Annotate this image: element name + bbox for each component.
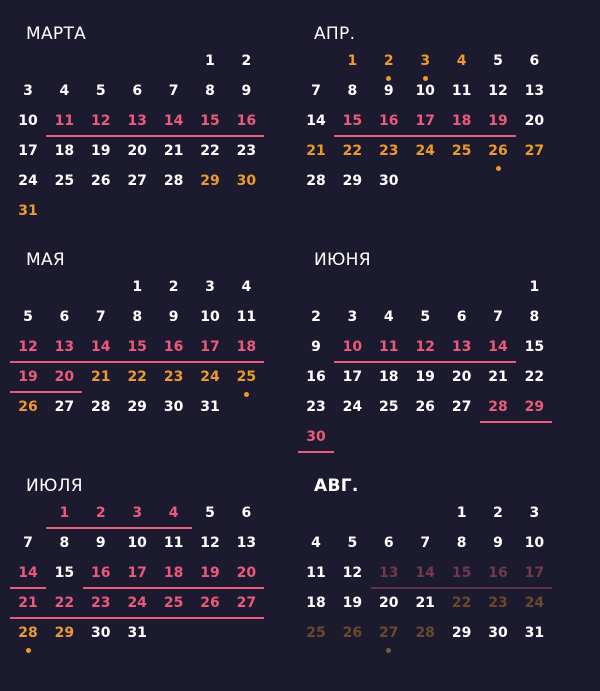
range-underline	[10, 361, 264, 363]
day-9[interactable]: 9	[168, 309, 179, 325]
day-11[interactable]: 11	[379, 339, 399, 355]
day-30[interactable]: 30	[91, 625, 111, 641]
day-21[interactable]: 21	[91, 369, 111, 385]
day-16[interactable]: 16	[488, 565, 508, 581]
day-28[interactable]: 28	[488, 399, 508, 415]
day-12[interactable]: 12	[200, 535, 220, 551]
day-27[interactable]: 27	[54, 399, 75, 415]
day-7[interactable]: 7	[493, 309, 503, 325]
day-7[interactable]: 7	[311, 83, 321, 99]
day-16[interactable]: 16	[236, 113, 257, 129]
day-11[interactable]: 11	[306, 565, 326, 581]
day-18[interactable]: 18	[54, 143, 75, 159]
day-5[interactable]: 5	[23, 309, 33, 325]
day-19[interactable]: 19	[18, 369, 38, 385]
day-14[interactable]: 14	[163, 113, 184, 129]
day-9[interactable]: 9	[383, 83, 394, 99]
day-24[interactable]: 24	[127, 595, 147, 611]
day-14[interactable]: 14	[488, 339, 508, 355]
day-18[interactable]: 18	[306, 595, 326, 611]
day-13[interactable]: 13	[524, 83, 545, 99]
day-15[interactable]: 15	[127, 339, 147, 355]
range-underline	[334, 135, 516, 137]
day-25[interactable]: 25	[451, 143, 472, 159]
day-13[interactable]: 13	[379, 565, 399, 581]
day-19[interactable]: 19	[200, 565, 220, 581]
day-9[interactable]: 9	[241, 83, 252, 99]
marker-dot	[386, 648, 391, 653]
day-29[interactable]: 29	[524, 399, 545, 415]
day-29[interactable]: 29	[451, 625, 472, 641]
day-20[interactable]: 20	[54, 369, 75, 385]
day-24[interactable]: 24	[18, 173, 38, 189]
day-5[interactable]: 5	[420, 309, 431, 325]
day-15[interactable]: 15	[200, 113, 220, 129]
range-underline	[83, 587, 265, 589]
day-23[interactable]: 23	[236, 143, 257, 159]
day-31[interactable]: 31	[18, 203, 38, 219]
day-3[interactable]: 3	[529, 505, 540, 521]
day-28[interactable]: 28	[415, 625, 435, 641]
day-8[interactable]: 8	[529, 309, 540, 325]
day-21[interactable]: 21	[415, 595, 435, 611]
day-1[interactable]: 1	[205, 53, 215, 69]
day-grid	[18, 476, 296, 691]
day-13[interactable]: 13	[54, 339, 75, 355]
day-25[interactable]: 25	[379, 399, 399, 415]
day-20[interactable]: 20	[379, 595, 399, 611]
day-2[interactable]: 2	[493, 505, 503, 521]
month-title: АПР.	[314, 24, 356, 44]
day-11[interactable]: 11	[163, 535, 184, 551]
day-5[interactable]: 5	[493, 53, 503, 69]
day-20[interactable]: 20	[524, 113, 545, 129]
day-26[interactable]: 26	[415, 399, 435, 415]
day-12[interactable]: 12	[415, 339, 435, 355]
day-2[interactable]: 2	[241, 53, 252, 69]
day-31[interactable]: 31	[200, 399, 220, 415]
day-6[interactable]: 6	[529, 53, 540, 69]
day-8[interactable]: 8	[205, 83, 215, 99]
month-title: ИЮЛЯ	[26, 476, 83, 496]
day-1[interactable]: 1	[456, 505, 467, 521]
day-5[interactable]: 5	[95, 83, 106, 99]
day-16[interactable]: 16	[379, 113, 399, 129]
day-24[interactable]: 24	[200, 369, 220, 385]
range-underline	[334, 361, 516, 363]
day-12[interactable]: 12	[488, 83, 508, 99]
day-1[interactable]: 1	[59, 505, 70, 521]
day-31[interactable]: 31	[127, 625, 147, 641]
day-17[interactable]: 17	[524, 565, 545, 581]
day-17[interactable]: 17	[415, 113, 435, 129]
day-26[interactable]: 26	[18, 399, 38, 415]
day-23[interactable]: 23	[91, 595, 111, 611]
day-24[interactable]: 24	[342, 399, 363, 415]
day-22[interactable]: 22	[127, 369, 147, 385]
range-underline	[480, 421, 552, 423]
day-27[interactable]: 27	[451, 399, 472, 415]
day-18[interactable]: 18	[379, 369, 399, 385]
day-21[interactable]: 21	[18, 595, 38, 611]
day-22[interactable]: 22	[200, 143, 220, 159]
day-3[interactable]: 3	[347, 309, 358, 325]
day-29[interactable]: 29	[200, 173, 220, 189]
day-12[interactable]: 12	[342, 565, 363, 581]
day-28[interactable]: 28	[163, 173, 184, 189]
day-28[interactable]: 28	[91, 399, 111, 415]
day-7[interactable]: 7	[168, 83, 179, 99]
day-14[interactable]: 14	[415, 565, 435, 581]
marker-dot	[26, 648, 31, 653]
day-4[interactable]: 4	[241, 279, 252, 295]
day-17[interactable]: 17	[342, 369, 363, 385]
day-20[interactable]: 20	[127, 143, 147, 159]
day-24[interactable]: 24	[415, 143, 435, 159]
day-26[interactable]: 26	[91, 173, 111, 189]
month-title: МАРТА	[26, 24, 87, 44]
day-3[interactable]: 3	[205, 279, 215, 295]
day-19[interactable]: 19	[415, 369, 435, 385]
day-13[interactable]: 13	[451, 339, 472, 355]
day-18[interactable]: 18	[236, 339, 257, 355]
day-29[interactable]: 29	[342, 173, 363, 189]
day-10[interactable]: 10	[200, 309, 220, 325]
day-4[interactable]: 4	[59, 83, 70, 99]
day-3[interactable]: 3	[23, 83, 33, 99]
range-underline	[298, 451, 334, 453]
month-may	[18, 250, 296, 465]
day-22[interactable]: 22	[451, 595, 472, 611]
day-20[interactable]: 20	[451, 369, 472, 385]
day-21[interactable]: 21	[163, 143, 184, 159]
month-july	[18, 476, 296, 691]
day-2[interactable]: 2	[95, 505, 106, 521]
month-title: ИЮНЯ	[314, 250, 371, 270]
range-underline	[10, 617, 264, 619]
day-12[interactable]: 12	[91, 113, 111, 129]
day-27[interactable]: 27	[127, 173, 147, 189]
day-16[interactable]: 16	[306, 369, 326, 385]
day-10[interactable]: 10	[127, 535, 147, 551]
day-15[interactable]: 15	[54, 565, 75, 581]
day-9[interactable]: 9	[493, 535, 503, 551]
day-4[interactable]: 4	[383, 309, 394, 325]
day-7[interactable]: 7	[23, 535, 33, 551]
day-6[interactable]: 6	[383, 535, 394, 551]
day-30[interactable]: 30	[163, 399, 184, 415]
day-1[interactable]: 1	[347, 53, 358, 69]
day-19[interactable]: 19	[91, 143, 111, 159]
range-underline	[46, 527, 191, 529]
day-5[interactable]: 5	[347, 535, 358, 551]
day-8[interactable]: 8	[347, 83, 358, 99]
day-29[interactable]: 29	[127, 399, 147, 415]
day-9[interactable]: 9	[311, 339, 321, 355]
day-8[interactable]: 8	[59, 535, 70, 551]
month-march	[18, 24, 296, 239]
range-underline	[371, 587, 553, 589]
day-14[interactable]: 14	[18, 565, 38, 581]
day-5[interactable]: 5	[205, 505, 215, 521]
day-28[interactable]: 28	[306, 173, 326, 189]
day-4[interactable]: 4	[168, 505, 179, 521]
day-grid	[306, 24, 584, 239]
day-11[interactable]: 11	[236, 309, 257, 325]
day-1[interactable]: 1	[529, 279, 540, 295]
month-title: АВГ.	[314, 476, 359, 496]
day-16[interactable]: 16	[91, 565, 111, 581]
day-23[interactable]: 23	[488, 595, 508, 611]
day-30[interactable]: 30	[379, 173, 399, 189]
day-29[interactable]: 29	[54, 625, 75, 641]
day-26[interactable]: 26	[488, 143, 508, 159]
day-8[interactable]: 8	[132, 309, 143, 325]
day-17[interactable]: 17	[200, 339, 220, 355]
day-27[interactable]: 27	[524, 143, 545, 159]
day-30[interactable]: 30	[236, 173, 257, 189]
day-9[interactable]: 9	[95, 535, 106, 551]
day-25[interactable]: 25	[236, 369, 257, 385]
day-6[interactable]: 6	[456, 309, 467, 325]
day-2[interactable]: 2	[383, 53, 394, 69]
day-21[interactable]: 21	[306, 143, 326, 159]
marker-dot	[244, 392, 249, 397]
day-7[interactable]: 7	[95, 309, 106, 325]
day-15[interactable]: 15	[524, 339, 545, 355]
day-7[interactable]: 7	[420, 535, 431, 551]
day-22[interactable]: 22	[54, 595, 75, 611]
month-june	[306, 250, 584, 465]
day-30[interactable]: 30	[306, 429, 326, 445]
day-17[interactable]: 17	[18, 143, 38, 159]
day-10[interactable]: 10	[415, 83, 435, 99]
day-1[interactable]: 1	[132, 279, 143, 295]
day-26[interactable]: 26	[342, 625, 363, 641]
marker-dot	[496, 166, 501, 171]
day-23[interactable]: 23	[306, 399, 326, 415]
day-grid	[18, 250, 296, 465]
day-6[interactable]: 6	[241, 505, 252, 521]
day-25[interactable]: 25	[306, 625, 326, 641]
month-april	[306, 24, 584, 239]
day-21[interactable]: 21	[488, 369, 508, 385]
day-6[interactable]: 6	[59, 309, 70, 325]
day-19[interactable]: 19	[488, 113, 508, 129]
day-19[interactable]: 19	[342, 595, 363, 611]
day-11[interactable]: 11	[54, 113, 75, 129]
day-10[interactable]: 10	[18, 113, 38, 129]
day-grid	[18, 24, 296, 239]
day-27[interactable]: 27	[379, 625, 399, 641]
marker-dot	[423, 76, 428, 81]
day-12[interactable]: 12	[18, 339, 38, 355]
day-30[interactable]: 30	[488, 625, 508, 641]
day-17[interactable]: 17	[127, 565, 147, 581]
day-23[interactable]: 23	[163, 369, 184, 385]
range-underline	[10, 587, 46, 589]
day-2[interactable]: 2	[168, 279, 179, 295]
day-10[interactable]: 10	[524, 535, 545, 551]
day-25[interactable]: 25	[54, 173, 75, 189]
day-22[interactable]: 22	[524, 369, 545, 385]
day-22[interactable]: 22	[342, 143, 363, 159]
day-23[interactable]: 23	[379, 143, 399, 159]
day-18[interactable]: 18	[451, 113, 472, 129]
range-underline	[10, 391, 82, 393]
day-16[interactable]: 16	[163, 339, 184, 355]
day-18[interactable]: 18	[163, 565, 184, 581]
day-14[interactable]: 14	[306, 113, 326, 129]
day-28[interactable]: 28	[18, 625, 38, 641]
day-6[interactable]: 6	[132, 83, 143, 99]
day-4[interactable]: 4	[311, 535, 321, 551]
day-8[interactable]: 8	[456, 535, 467, 551]
day-26[interactable]: 26	[200, 595, 220, 611]
day-grid	[306, 476, 584, 691]
day-4[interactable]: 4	[456, 53, 467, 69]
day-3[interactable]: 3	[132, 505, 143, 521]
day-grid	[306, 250, 584, 465]
day-14[interactable]: 14	[91, 339, 111, 355]
day-3[interactable]: 3	[420, 53, 431, 69]
day-15[interactable]: 15	[342, 113, 363, 129]
range-underline	[46, 135, 264, 137]
day-15[interactable]: 15	[451, 565, 472, 581]
day-2[interactable]: 2	[311, 309, 321, 325]
day-25[interactable]: 25	[163, 595, 184, 611]
day-10[interactable]: 10	[342, 339, 363, 355]
month-title: МАЯ	[26, 250, 66, 270]
day-27[interactable]: 27	[236, 595, 257, 611]
day-24[interactable]: 24	[524, 595, 545, 611]
day-13[interactable]: 13	[127, 113, 147, 129]
day-31[interactable]: 31	[524, 625, 545, 641]
day-20[interactable]: 20	[236, 565, 257, 581]
day-11[interactable]: 11	[451, 83, 472, 99]
day-13[interactable]: 13	[236, 535, 257, 551]
month-august	[306, 476, 584, 691]
